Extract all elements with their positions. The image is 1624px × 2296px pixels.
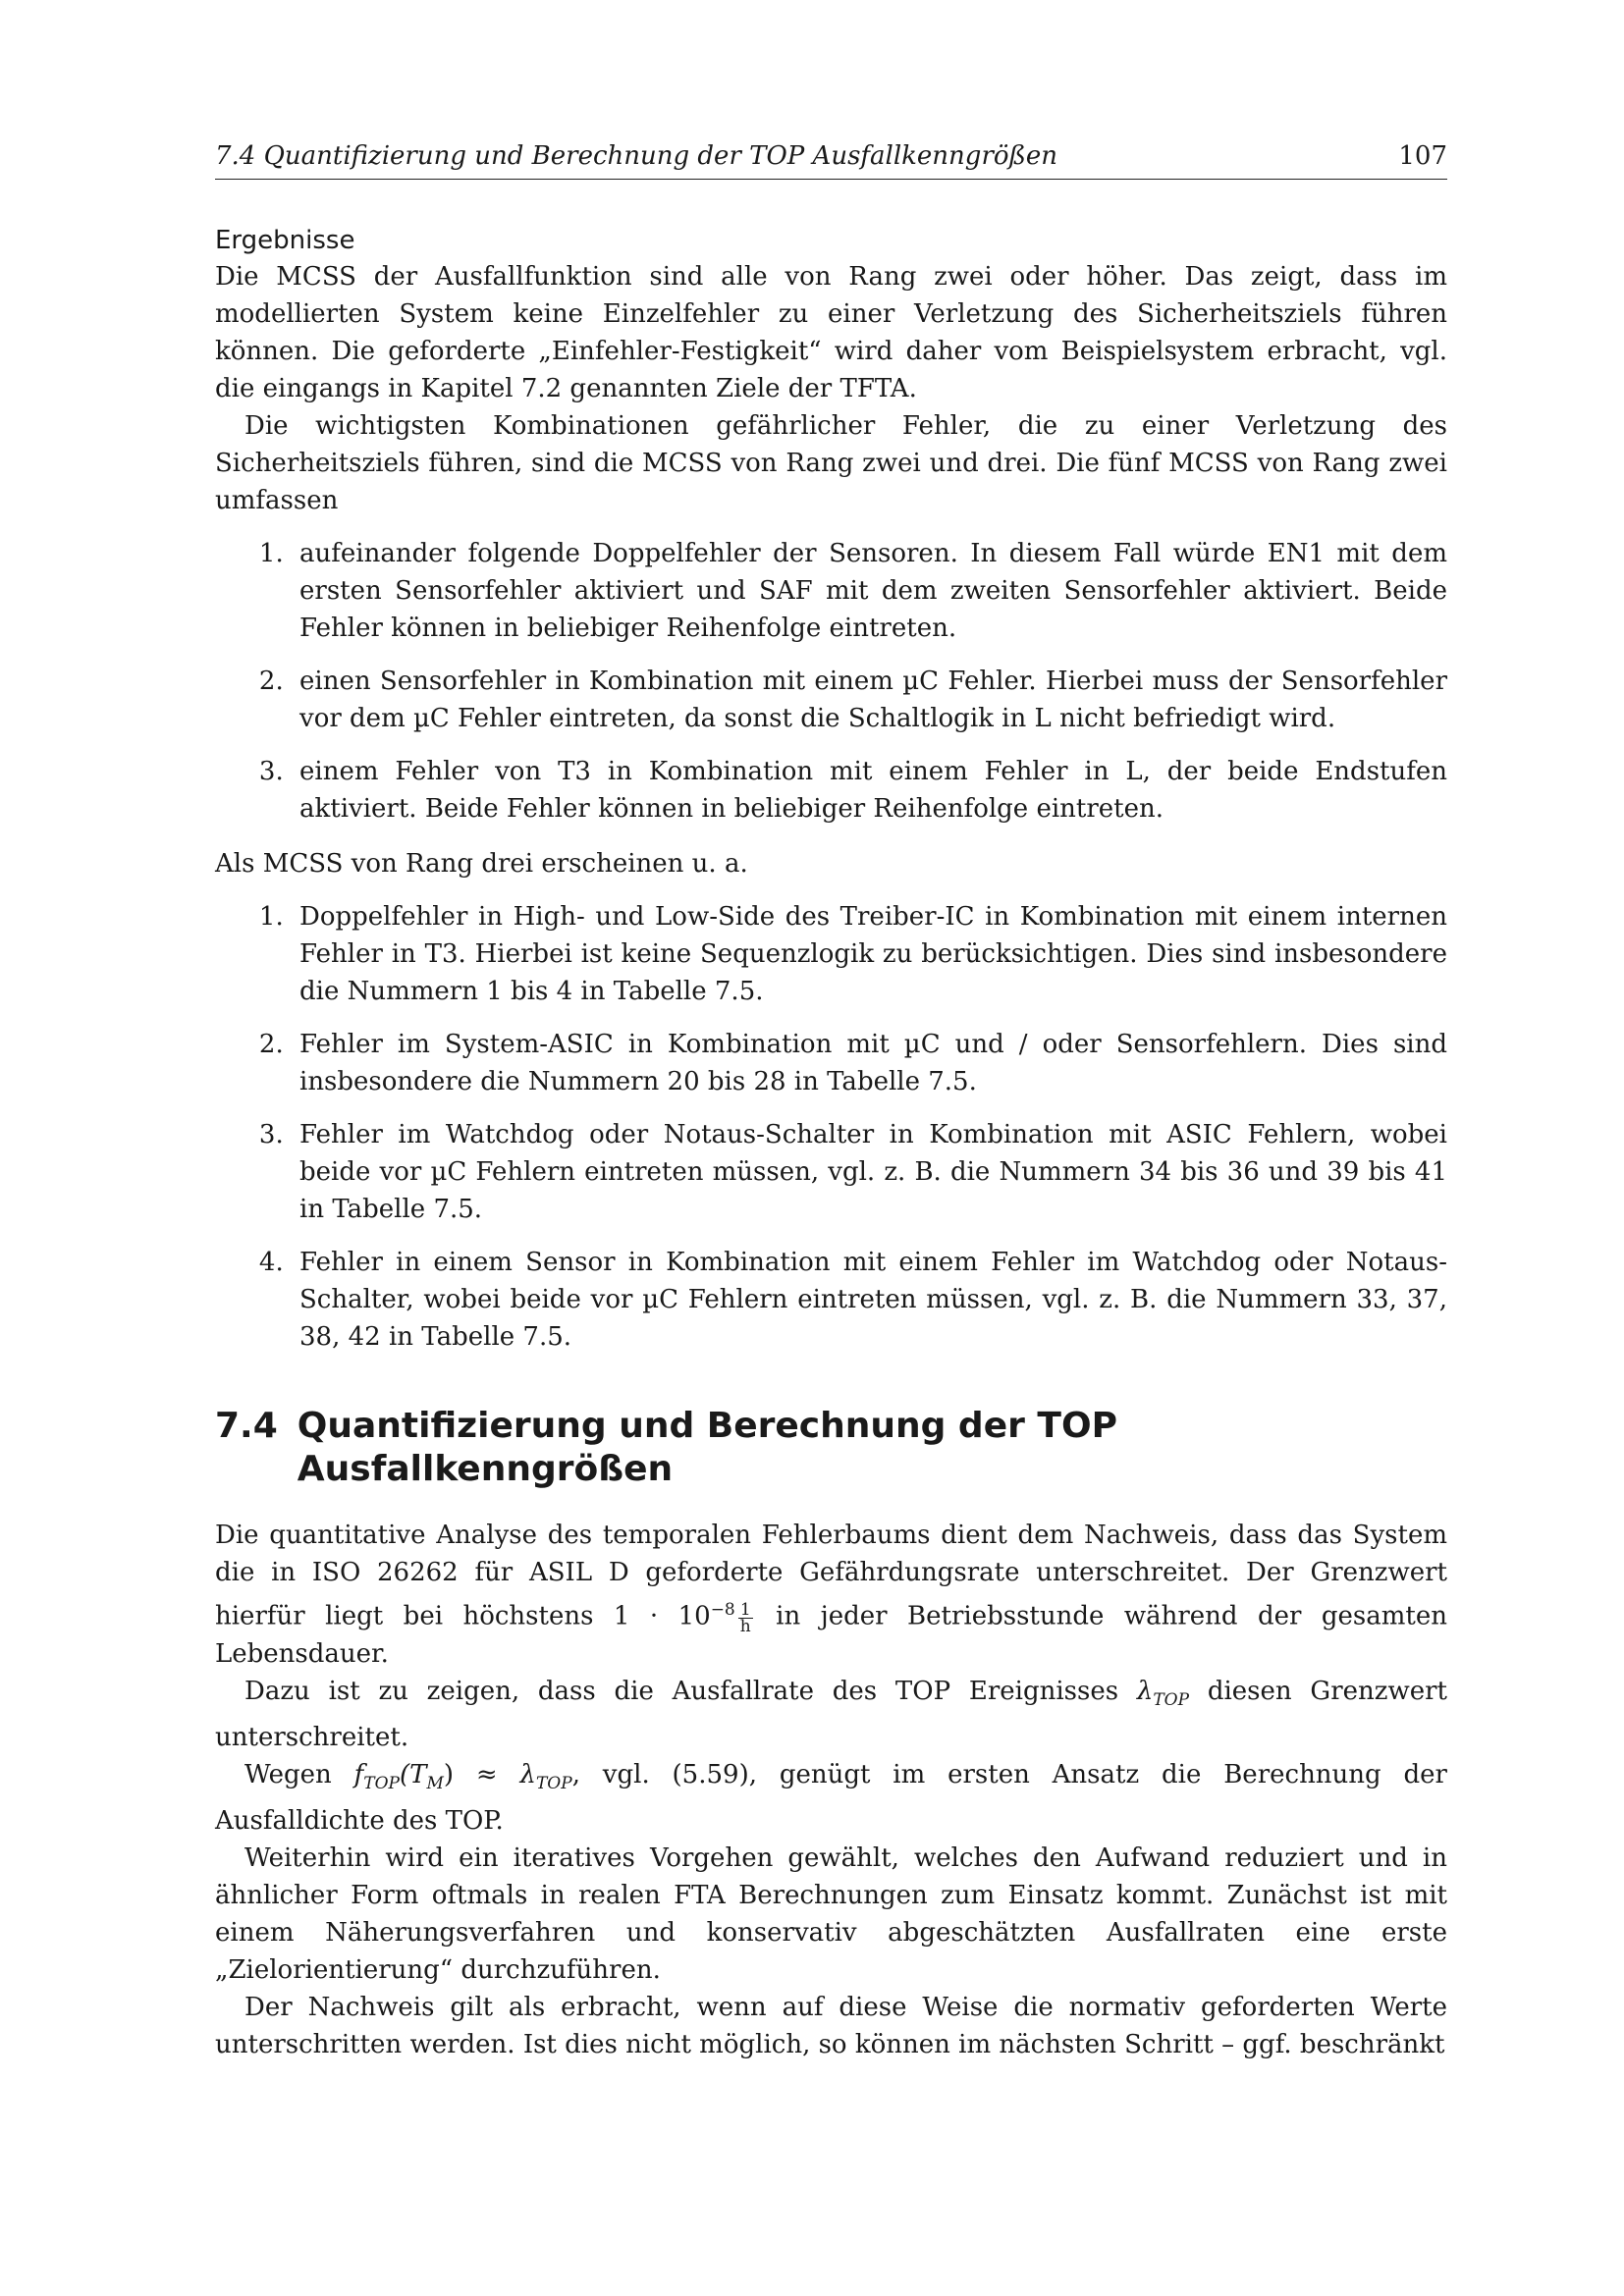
section-number: 7.4 xyxy=(215,1406,278,1446)
section-paragraph-4: Weiterhin wird ein iteratives Vorgehen gewählt, welches den Aufwand reduziert und in ähnlicher Form oftmals in realen FTA Berechnungen zum Einsatz kommt. Zunächst ist mit einem Näherungsverfahren und konservativ abgeschätzten Ausfallraten eine erste „Zielorientierung“ durchzuführen. xyxy=(215,1843,1447,1986)
page-number: 107 xyxy=(1398,141,1447,171)
section-paragraph-5: Der Nachweis gilt als erbracht, wenn auf diese Weise die normativ geforderten Werte unterschritten werden. Ist dies nicht möglich, so können im nächsten Schritt – ggf. beschränkt xyxy=(215,1993,1447,2060)
section-heading xyxy=(215,1405,1447,1491)
results-heading: Ergebnisse xyxy=(215,226,355,255)
fraction-one-per-hour: $\frac{1}{h}$ xyxy=(739,1600,751,1637)
list-item: 2. Fehler im System-ASIC in Kombination mit µC und / oder Sensorfehlern. Dies sind insbesondere die Nummern 20 bis 28 in Tabelle 7.5. xyxy=(292,1026,1447,1100)
running-header xyxy=(215,137,1447,180)
section-paragraph-2: Dazu ist zu zeigen, dass die Ausfallrate des TOP Ereignisses $\lambda_{TOP}$ diesen Grenzwert unterschreitet. xyxy=(215,1676,1447,1752)
page xyxy=(215,137,1447,2063)
list-item: 1. aufeinander folgende Doppelfehler der Sensoren. In diesem Fall würde EN1 mit dem ersten Sensorfehler aktiviert und SAF mit dem zweiten Sensorfehler aktiviert. Beide Fehler können in beliebiger Reihenfolge eintreten. xyxy=(292,535,1447,647)
section-paragraph-3: Wegen $f_{TOP}(T_M) \approx \lambda_{TOP}$, vgl. (5.59), genügt im ersten Ansatz die Berechnung der Ausfalldichte des TOP. xyxy=(215,1759,1447,1837)
list-item: 3. einem Fehler von T3 in Kombination mit einem Fehler in L, der beide Endstufen aktiviert. Beide Fehler können in beliebiger Reihenfolge eintreten. xyxy=(292,753,1447,828)
list-item: 3. Fehler im Watchdog oder Notaus-Schalter in Kombination mit ASIC Fehlern, wobei beide vor µC Fehlern eintreten müssen, vgl. z. B. die Nummern 34 bis 36 und 39 bis 41 in Tabelle 7.5. xyxy=(292,1116,1447,1228)
results-paragraph-3: Als MCSS von Rang drei erscheinen u. a. xyxy=(215,849,748,879)
section-title: Quantifizierung und Berechnung der TOP Ausfallkenngrößen xyxy=(297,1406,1117,1489)
rank-two-list xyxy=(215,535,1447,828)
rank-three-list xyxy=(215,898,1447,1356)
list-item: 2. einen Sensorfehler in Kombination mit einem µC Fehler. Hierbei muss der Sensorfehler vor dem µC Fehler eintreten, da sonst die Schaltlogik in L nicht befriedigt wird. xyxy=(292,663,1447,737)
running-title: 7.4 Quantifizierung und Berechnung der TOP Ausfallkenngrößen xyxy=(215,141,1058,171)
section-paragraph-1: Die quantitative Analyse des temporalen Fehlerbaums dient dem Nachweis, dass das System die in ISO 26262 für ASIL D geforderte Gefährdungsrate unterschreitet. Der Grenzwert hierfür liegt bei höchstens $1 \cdot 10^{-8}$ $\frac{1}{h}$ in jeder Betriebsstunde während der gesamten Lebensdauer. xyxy=(215,1521,1448,1669)
results-paragraph-1: Die MCSS der Ausfallfunktion sind alle von Rang zwei oder höher. Das zeigt, dass im modellierten System keine Einzelfehler zu einer Verletzung des Sicherheitsziels führen können. Die geforderte „Einfehler-Festigkeit“ wird daher vom Beispielsystem erbracht, vgl. die eingangs in Kapitel 7.2 genannten Ziele der TFTA. xyxy=(215,262,1447,403)
results-paragraph-2: Die wichtigsten Kombinationen gefährlicher Fehler, die zu einer Verletzung des Sicherheitsziels führen, sind die MCSS von Rang zwei und drei. Die fünf MCSS von Rang zwei umfassen xyxy=(215,411,1447,515)
list-item: 4. Fehler in einem Sensor in Kombination mit einem Fehler im Watchdog oder Notaus-Schalter, wobei beide vor µC Fehlern eintreten müssen, vgl. z. B. die Nummern 33, 37, 38, 42 in Tabelle 7.5. xyxy=(292,1244,1447,1356)
list-item: 1. Doppelfehler in High- und Low-Side des Treiber-IC in Kombination mit einem internen Fehler in T3. Hierbei ist keine Sequenzlogik zu berücksichtigen. Dies sind insbesondere die Nummern 1 bis 4 in Tabelle 7.5. xyxy=(292,898,1447,1010)
